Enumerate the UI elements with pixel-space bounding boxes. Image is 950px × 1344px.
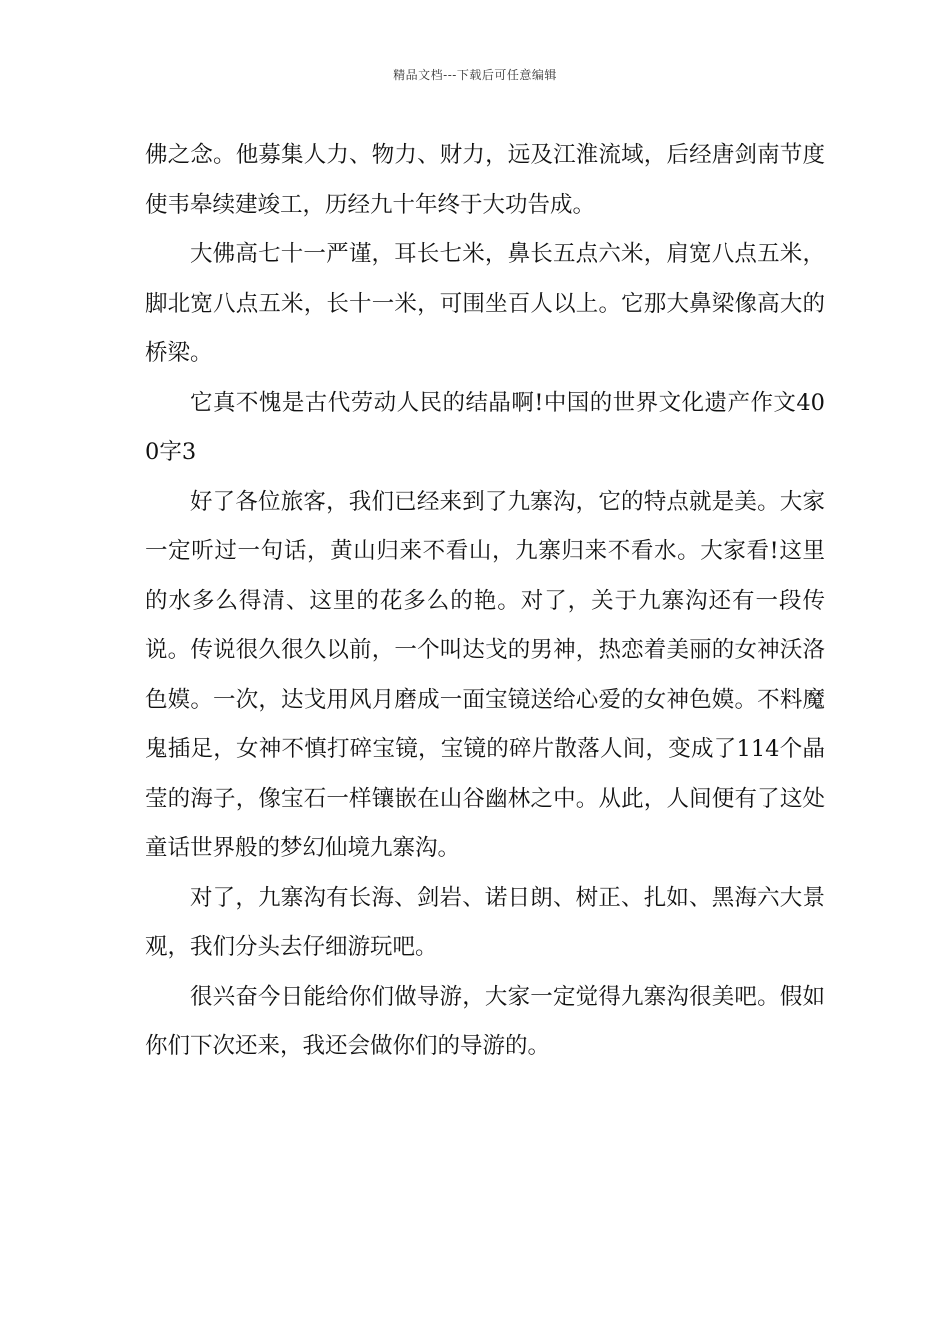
document-body [145, 131, 825, 1072]
paragraph-6: 很兴奋今日能给你们做导游，大家一定觉得九寨沟很美吧。假如你们下次还来，我还会做你们的导游的。 [145, 983, 825, 1059]
paragraph-1: 佛之念。他募集人力、物力、财力，远及江淮流域，后经唐剑南节度使韦皋续建竣工，历经九十年终于大功告成。 [145, 142, 825, 218]
paragraph-5: 对了，九寨沟有长海、剑岩、诺日朗、树正、扎如、黑海六大景观，我们分头去仔细游玩吧。 [145, 884, 825, 960]
paragraph-2: 大佛高七十一严谨，耳长七米，鼻长五点六米，肩宽八点五米，脚北宽八点五米，长十一米，可围坐百人以上。它那大鼻梁像高大的桥梁。 [145, 241, 825, 366]
paragraph-4: 好了各位旅客，我们已经来到了九寨沟，它的特点就是美。大家一定听过一句话，黄山归来不看山，九寨归来不看水。大家看!这里的水多么得清、这里的花多么的艳。对了，关于九寨沟还有一段传说。传说很久很久以前，一个叫达戈的男神，热恋着美丽的女神沃洛色嫫。一次，达戈用风月磨成一面宝镜送给心爱的女神色嫫。不料魔鬼插足，女神不慎打碎宝镜，宝镜的碎片散落人间，变成了114个晶莹的海子，像宝石一样镶嵌在山谷幽林之中。从此，人间便有了这处童话世界般的梦幻仙境九寨沟。 [145, 488, 825, 861]
page-header: 精品文档---下载后可任意编辑 [393, 68, 557, 82]
paragraph-3: 它真不愧是古代劳动人民的结晶啊!中国的世界文化遗产作文400字3 [145, 389, 825, 465]
